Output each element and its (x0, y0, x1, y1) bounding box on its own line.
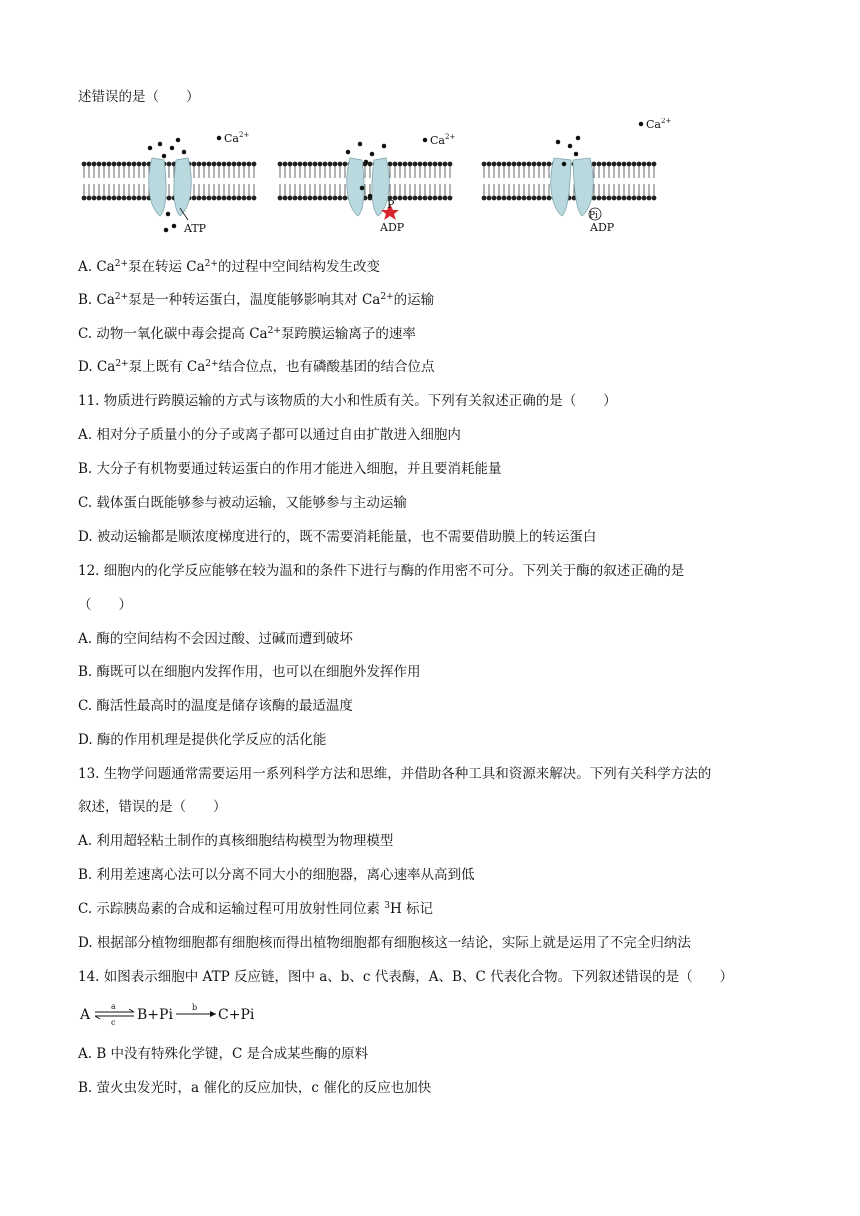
phospholipid-head (492, 196, 497, 201)
phospholipid-head (328, 196, 333, 201)
q13-option-b: B. 利用差速离心法可以分离不同大小的细胞器，离心速率从高到低 (78, 867, 475, 883)
phospholipid-head (202, 162, 207, 167)
ca-pump-subunit (573, 158, 593, 216)
phospholipid-head (283, 162, 288, 167)
phospholipid-head (507, 196, 512, 201)
phospholipid-head (338, 196, 343, 201)
phospholipid-head (303, 196, 308, 201)
phospholipid-head (247, 196, 252, 201)
phospholipid-head (318, 196, 323, 201)
phospholipid-head (438, 162, 443, 167)
phospholipid-head (192, 196, 197, 201)
ca-ion-label: Ca (646, 118, 661, 131)
ca-ion-charge: 2+ (661, 118, 672, 125)
adp-label: ADP (590, 221, 615, 234)
phospholipid-head (607, 196, 612, 201)
q12-stem-line2: （ ） (78, 597, 132, 613)
phospholipid-head (252, 196, 257, 201)
phospholipid-head (242, 162, 247, 167)
q12-option-c: C. 酶活性最高时的温度是储存该酶的最适温度 (78, 698, 353, 714)
phospholipid-head (313, 196, 318, 201)
phospholipid-head (102, 196, 107, 201)
atp-reaction-formula (78, 1000, 278, 1030)
phospholipid-head (627, 196, 632, 201)
phospholipid-head (293, 196, 298, 201)
phospholipid-head (197, 196, 202, 201)
q10-option-d: D. $Ca^{2+}$泵上既有 $Ca^{2+}$结合位点，也有磷酸基团的结合位点 (78, 359, 435, 375)
phospholipid-head (192, 162, 197, 167)
phospholipid-head (622, 196, 627, 201)
phospholipid-head (107, 196, 112, 201)
phospholipid-head (642, 162, 647, 167)
phospholipid-head (647, 162, 652, 167)
phospholipid-head (97, 162, 102, 167)
phospholipid-head (308, 162, 313, 167)
phospholipid-head (132, 162, 137, 167)
q14-stem: 14. 如图表示细胞中 ATP 反应链，图中 a、b、c 代表酶，A、B、C 代表化合物。下列叙述错误的是（ ） (78, 969, 734, 985)
q14-option-a: A. B 中没有特殊化学键，C 是合成某些酶的原料 (78, 1046, 369, 1062)
phospholipid-head (637, 196, 642, 201)
phospholipid-head (637, 162, 642, 167)
phospholipid-head (102, 162, 107, 167)
phospholipid-head (388, 162, 393, 167)
phospholipid-head (647, 196, 652, 201)
phospholipid-head (487, 162, 492, 167)
ca-ion (182, 150, 186, 154)
q13-option-d: D. 根据部分植物细胞都有细胞核而得出植物细胞都有细胞核这一结论，实际上就是运用了不完全归纳法 (78, 935, 691, 951)
phospholipid-head (627, 162, 632, 167)
phospholipid-head (517, 196, 522, 201)
phospholipid-head (602, 162, 607, 167)
phospholipid-head (418, 196, 423, 201)
phospholipid-head (142, 196, 147, 201)
atp-label: ATP (184, 222, 207, 235)
ca-pump-subunit (551, 158, 571, 216)
phospholipid-head (308, 196, 313, 201)
phospholipid-head (642, 196, 647, 201)
phospholipid-head (423, 162, 428, 167)
ca-ion (368, 194, 372, 198)
phospholipid-head (107, 162, 112, 167)
ca-ion-label: Ca (224, 132, 239, 145)
phospholipid-head (167, 162, 172, 167)
q13-stem-line2: 叙述，错误的是（ ） (78, 799, 227, 815)
adp-label: ADP (380, 221, 405, 234)
ca-ion (364, 160, 368, 164)
phospholipid-head (438, 196, 443, 201)
q10-option-a: A. $Ca^{2+}$泵在转运 $Ca^{2+}$的过程中空间结构发生改变 (78, 259, 380, 275)
phospholipid-head (117, 162, 122, 167)
phospholipid-head (323, 196, 328, 201)
compound-c: C+Pi (218, 1007, 255, 1023)
phospholipid-head (132, 196, 137, 201)
phospholipid-head (278, 196, 283, 201)
phospholipid-head (433, 162, 438, 167)
q11-option-c: C. 载体蛋白既能够参与被动运输，又能够参与主动运输 (78, 495, 407, 511)
phospholipid-head (122, 196, 127, 201)
phospholipid-head (542, 162, 547, 167)
ca-ion (382, 144, 386, 148)
phospholipid-head (343, 196, 348, 201)
phospholipid-head (547, 196, 552, 201)
phospholipid-head (237, 196, 242, 201)
phospholipid-head (92, 196, 97, 201)
q13-option-a: A. 利用超轻粘土制作的真核细胞结构模型为物理模型 (78, 833, 394, 849)
ca-pump-subunit (174, 158, 191, 216)
phospholipid-head (82, 196, 87, 201)
phospholipid-head (343, 162, 348, 167)
phospholipid-head (502, 196, 507, 201)
phospholipid-head (507, 162, 512, 167)
phospholipid-head (413, 162, 418, 167)
ca-ion (562, 162, 566, 166)
ca-ion (556, 140, 560, 144)
phospholipid-head (433, 196, 438, 201)
phospholipid-head (408, 162, 413, 167)
ca-ion (158, 142, 162, 146)
ca-ion (370, 152, 374, 156)
phospholipid-head (217, 162, 222, 167)
phospholipid-head (443, 162, 448, 167)
phospholipid-head (612, 196, 617, 201)
phospholipid-head (408, 196, 413, 201)
phospholipid-head (137, 162, 142, 167)
phospholipid-head (537, 196, 542, 201)
phospholipid-head (418, 162, 423, 167)
phospholipid-head (212, 162, 217, 167)
phospholipid-head (97, 196, 102, 201)
phospholipid-head (443, 196, 448, 201)
enzyme-a-label: a (111, 1002, 116, 1011)
phospholipid-head (482, 196, 487, 201)
phospholipid-head (502, 162, 507, 167)
phospholipid-head (428, 196, 433, 201)
phospholipid-head (333, 162, 338, 167)
ca-ion (172, 224, 176, 228)
phospholipid-head (602, 196, 607, 201)
phospholipid-head (527, 196, 532, 201)
phospholipid-head (278, 162, 283, 167)
phospholipid-head (323, 162, 328, 167)
phospholipid-head (398, 162, 403, 167)
phospholipid-head (652, 162, 657, 167)
phospholipid-head (632, 162, 637, 167)
phospholipid-head (522, 162, 527, 167)
phospholipid-head (207, 162, 212, 167)
phospholipid-head (112, 162, 117, 167)
phospholipid-head (393, 162, 398, 167)
phospholipid-head (142, 162, 147, 167)
ca-ion (148, 146, 152, 150)
phospholipid-head (542, 196, 547, 201)
ca-ion (358, 142, 362, 146)
phospholipid-head (448, 196, 453, 201)
phospholipid-head (197, 162, 202, 167)
ca-ion (568, 144, 572, 148)
ca-pump-subunit (149, 158, 166, 216)
q11-option-d: D. 被动运输都是顺浓度梯度进行的，既不需要消耗能量，也不需要借助膜上的转运蛋白 (78, 529, 597, 545)
phospholipid-head (413, 196, 418, 201)
phospholipid-head (247, 162, 252, 167)
phospholipid-head (632, 196, 637, 201)
ca-ion-charge: 2+ (445, 133, 456, 141)
question-stem-tail: 述错误的是（ ） (78, 89, 200, 105)
ca-ion (170, 146, 174, 150)
ca-ion (639, 122, 643, 126)
ca-ion (346, 150, 350, 154)
phospholipid-head (482, 162, 487, 167)
phospholipid-head (117, 196, 122, 201)
phospholipid-head (227, 196, 232, 201)
phospholipid-head (87, 196, 92, 201)
phospholipid-head (212, 196, 217, 201)
phospholipid-head (217, 196, 222, 201)
phospholipid-head (232, 162, 237, 167)
compound-b: B+Pi (137, 1007, 173, 1023)
phospholipid-head (318, 162, 323, 167)
ca-ion-label: Ca (430, 134, 445, 147)
phospholipid-head (403, 196, 408, 201)
phospholipid-head (607, 162, 612, 167)
phospholipid-head (368, 162, 373, 167)
phospholipid-head (428, 162, 433, 167)
phospholipid-head (293, 162, 298, 167)
ca-ion (360, 186, 364, 190)
enzyme-c-label: c (111, 1018, 116, 1027)
phospholipid-head (237, 162, 242, 167)
phospholipid-head (298, 196, 303, 201)
q10-option-b: B. $Ca^{2+}$泵是一种转运蛋白，温度能够影响其对 $Ca^{2+}$的运输 (78, 292, 435, 308)
phospholipid-head (222, 196, 227, 201)
phospholipid-head (92, 162, 97, 167)
phospholipid-head (492, 162, 497, 167)
q10-option-c: C. 动物一氧化碳中毒会提高 $Ca^{2+}$泵跨膜运输离子的速率 (78, 326, 416, 342)
q12-option-b: B. 酶既可以在细胞内发挥作用，也可以在细胞外发挥作用 (78, 664, 421, 680)
q11-option-b: B. 大分子有机物要通过转运蛋白的作用才能进入细胞，并且要消耗能量 (78, 461, 502, 477)
ca-ion (217, 136, 221, 140)
phospholipid-head (313, 162, 318, 167)
phospholipid-head (87, 162, 92, 167)
phospholipid-head (527, 162, 532, 167)
phospholipid-head (547, 162, 552, 167)
phospholipid-head (303, 162, 308, 167)
phospholipid-head (612, 162, 617, 167)
phospholipid-head (222, 162, 227, 167)
phospholipid-head (127, 196, 132, 201)
phospholipid-head (652, 196, 657, 201)
pi-label: Pi (589, 211, 598, 221)
phospholipid-head (338, 162, 343, 167)
phospholipid-head (522, 196, 527, 201)
phospholipid-head (127, 162, 132, 167)
phospholipid-head (333, 196, 338, 201)
phospholipid-head (512, 162, 517, 167)
phospholipid-head (328, 162, 333, 167)
q12-stem-line1: 12. 细胞内的化学反应能够在较为温和的条件下进行与酶的作用密不可分。下列关于酶的叙述正确的是 (78, 563, 685, 579)
phospholipid-head (403, 162, 408, 167)
q14-option-b: B. 萤火虫发光时，a 催化的反应加快，c 催化的反应也加快 (78, 1080, 432, 1096)
phospholipid-head (487, 196, 492, 201)
phospholipid-head (512, 196, 517, 201)
phospholipid-head (617, 162, 622, 167)
phospholipid-head (232, 196, 237, 201)
phospholipid-head (398, 196, 403, 201)
ca-ion (574, 152, 578, 156)
phospholipid-head (167, 196, 172, 201)
phospholipid-head (283, 196, 288, 201)
phospholipid-head (122, 162, 127, 167)
phospholipid-head (597, 162, 602, 167)
phospholipid-head (202, 196, 207, 201)
phospholipid-head (227, 162, 232, 167)
phospholipid-head (537, 162, 542, 167)
phospholipid-head (252, 162, 257, 167)
q12-option-d: D. 酶的作用机理是提供化学反应的活化能 (78, 732, 327, 748)
phospholipid-head (592, 162, 597, 167)
phospholipid-head (448, 162, 453, 167)
phospholipid-head (423, 196, 428, 201)
phospholipid-head (517, 162, 522, 167)
ca-ion-charge: 2+ (239, 131, 250, 139)
q11-stem: 11. 物质进行跨膜运输的方式与该物质的大小和性质有关。下列有关叙述正确的是（ ） (78, 393, 617, 409)
phospholipid-head (497, 196, 502, 201)
phospholipid-head (532, 162, 537, 167)
ca-ion (576, 136, 580, 140)
phosphate-p-label: P (387, 198, 395, 211)
q12-option-a: A. 酶的空间结构不会因过酸、过碱而遭到破坏 (78, 631, 353, 647)
compound-a: A (80, 1007, 91, 1023)
ca-ion (164, 228, 168, 232)
phospholipid-head (242, 196, 247, 201)
enzyme-b-label: b (192, 1003, 198, 1012)
phospholipid-head (137, 196, 142, 201)
ca-ion (176, 138, 180, 142)
phospholipid-head (597, 196, 602, 201)
q13-option-c: C. 示踪胰岛素的合成和运输过程可用放射性同位素 $^3$H 标记 (78, 901, 434, 917)
ca-ion (423, 138, 427, 142)
ca-ion (162, 154, 166, 158)
phospholipid-head (617, 196, 622, 201)
phospholipid-head (622, 162, 627, 167)
phospholipid-head (298, 162, 303, 167)
q11-option-a: A. 相对分子质量小的分子或离子都可以通过自由扩散进入细胞内 (78, 427, 461, 443)
phospholipid-head (288, 196, 293, 201)
phospholipid-head (112, 196, 117, 201)
q13-stem-line1: 13. 生物学问题通常需要运用一系列科学方法和思维，并借助各种工具和资源来解决。下列有关科学方法的 (78, 766, 712, 782)
phospholipid-head (497, 162, 502, 167)
phospholipid-head (288, 162, 293, 167)
ca-ion (166, 212, 170, 216)
phospholipid-head (82, 162, 87, 167)
ca-pump-diagram (78, 118, 678, 240)
phospholipid-head (532, 196, 537, 201)
phospholipid-head (207, 196, 212, 201)
